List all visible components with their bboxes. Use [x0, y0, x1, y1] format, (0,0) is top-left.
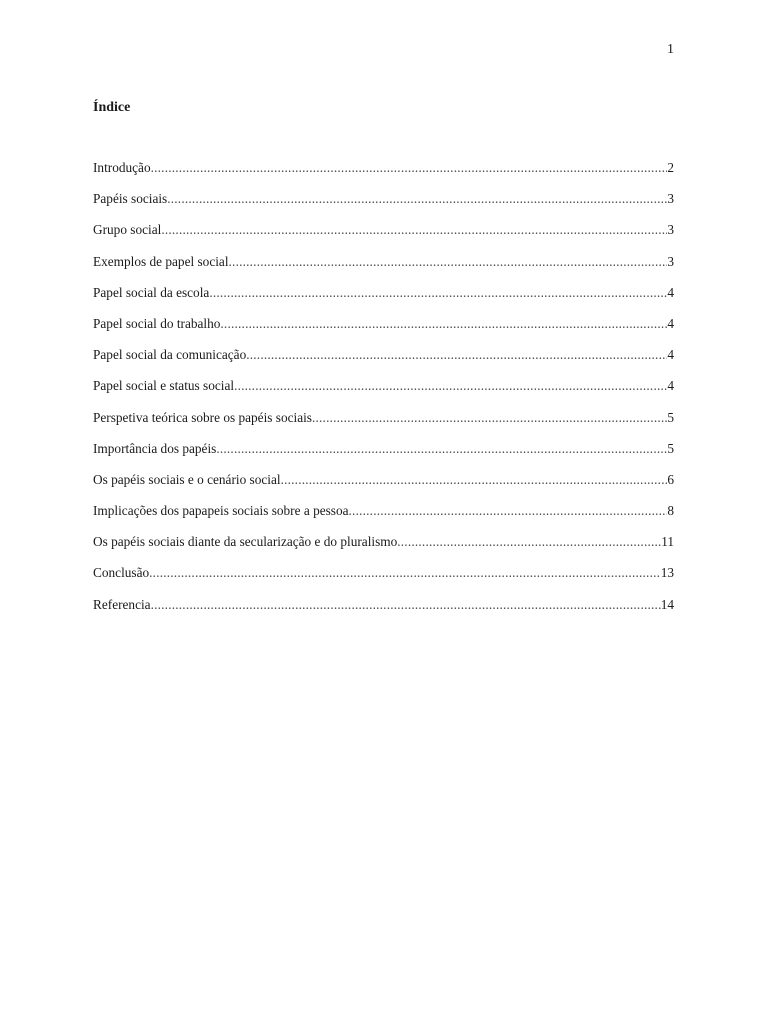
toc-entry-label: Papel social e status social	[93, 378, 235, 394]
dot-leader	[167, 191, 667, 207]
toc-entry[interactable]	[93, 441, 674, 472]
toc-entry[interactable]	[93, 222, 674, 253]
toc-entry-label: Grupo social	[93, 222, 162, 238]
toc-entry-label: Introdução	[93, 160, 151, 175]
toc-entry[interactable]	[93, 160, 674, 191]
toc-entry-label: Papéis sociais	[93, 191, 168, 207]
dot-leader	[151, 160, 668, 176]
toc-entry[interactable]	[93, 254, 674, 285]
toc-entry-page: 4	[667, 378, 674, 394]
toc-entry[interactable]	[93, 534, 674, 565]
toc-entry[interactable]	[93, 597, 674, 628]
toc-entry-page: 3	[667, 191, 674, 207]
index-title: Índice	[93, 100, 131, 115]
toc-entry-page: 5	[667, 440, 674, 456]
toc-entry-label: Os papéis sociais diante da secularização e do pluralismo	[93, 534, 398, 550]
table-of-contents	[93, 160, 674, 628]
dot-leader	[234, 378, 667, 394]
toc-entry-page: 2	[667, 160, 674, 175]
dot-leader	[349, 503, 668, 519]
toc-entry-page: 4	[667, 284, 674, 300]
dot-leader	[397, 534, 661, 550]
dot-leader	[151, 597, 661, 613]
toc-entry[interactable]	[93, 316, 674, 347]
toc-entry-page: 3	[667, 222, 674, 238]
dot-leader	[161, 222, 667, 238]
toc-entry[interactable]	[93, 347, 674, 378]
toc-entry[interactable]	[93, 503, 674, 534]
dot-leader	[229, 254, 668, 270]
toc-entry-label: Exemplos de papel social	[93, 253, 229, 269]
dot-leader	[246, 347, 667, 363]
toc-entry[interactable]	[93, 410, 674, 441]
toc-entry-page: 4	[667, 315, 674, 331]
toc-entry-label: Papel social da escola	[93, 284, 210, 300]
toc-entry-page: 5	[667, 409, 674, 425]
toc-entry-label: Referencia	[93, 596, 151, 612]
toc-entry-page: 3	[667, 253, 674, 269]
toc-entry-label: Perspetiva teórica sobre os papéis sociais	[93, 409, 312, 425]
dot-leader	[220, 316, 667, 332]
toc-entry-page: 6	[667, 471, 674, 487]
dot-leader	[209, 285, 667, 301]
toc-entry-label: Implicações dos papapeis sociais sobre a pessoa	[93, 503, 349, 519]
page-number: 1	[667, 42, 674, 57]
toc-entry-page: 13	[660, 565, 674, 581]
toc-entry-label: Conclusão	[93, 565, 150, 581]
toc-entry-label: Papel social da comunicação	[93, 347, 247, 363]
toc-entry[interactable]	[93, 285, 674, 316]
dot-leader	[312, 410, 667, 426]
toc-entry-label: Os papéis sociais e o cenário social	[93, 471, 281, 487]
dot-leader	[149, 565, 661, 581]
toc-entry-label: Papel social do trabalho	[93, 315, 221, 331]
toc-entry-page: 4	[667, 347, 674, 363]
toc-entry[interactable]	[93, 378, 674, 409]
toc-entry[interactable]	[93, 191, 674, 222]
dot-leader	[216, 441, 667, 457]
dot-leader	[281, 472, 668, 488]
toc-entry[interactable]	[93, 565, 674, 596]
toc-entry[interactable]	[93, 472, 674, 503]
toc-entry-page: 11	[661, 534, 674, 550]
toc-entry-label: Importância dos papéis	[93, 440, 217, 456]
toc-entry-page: 14	[660, 596, 674, 612]
toc-entry-page: 8	[667, 503, 674, 519]
